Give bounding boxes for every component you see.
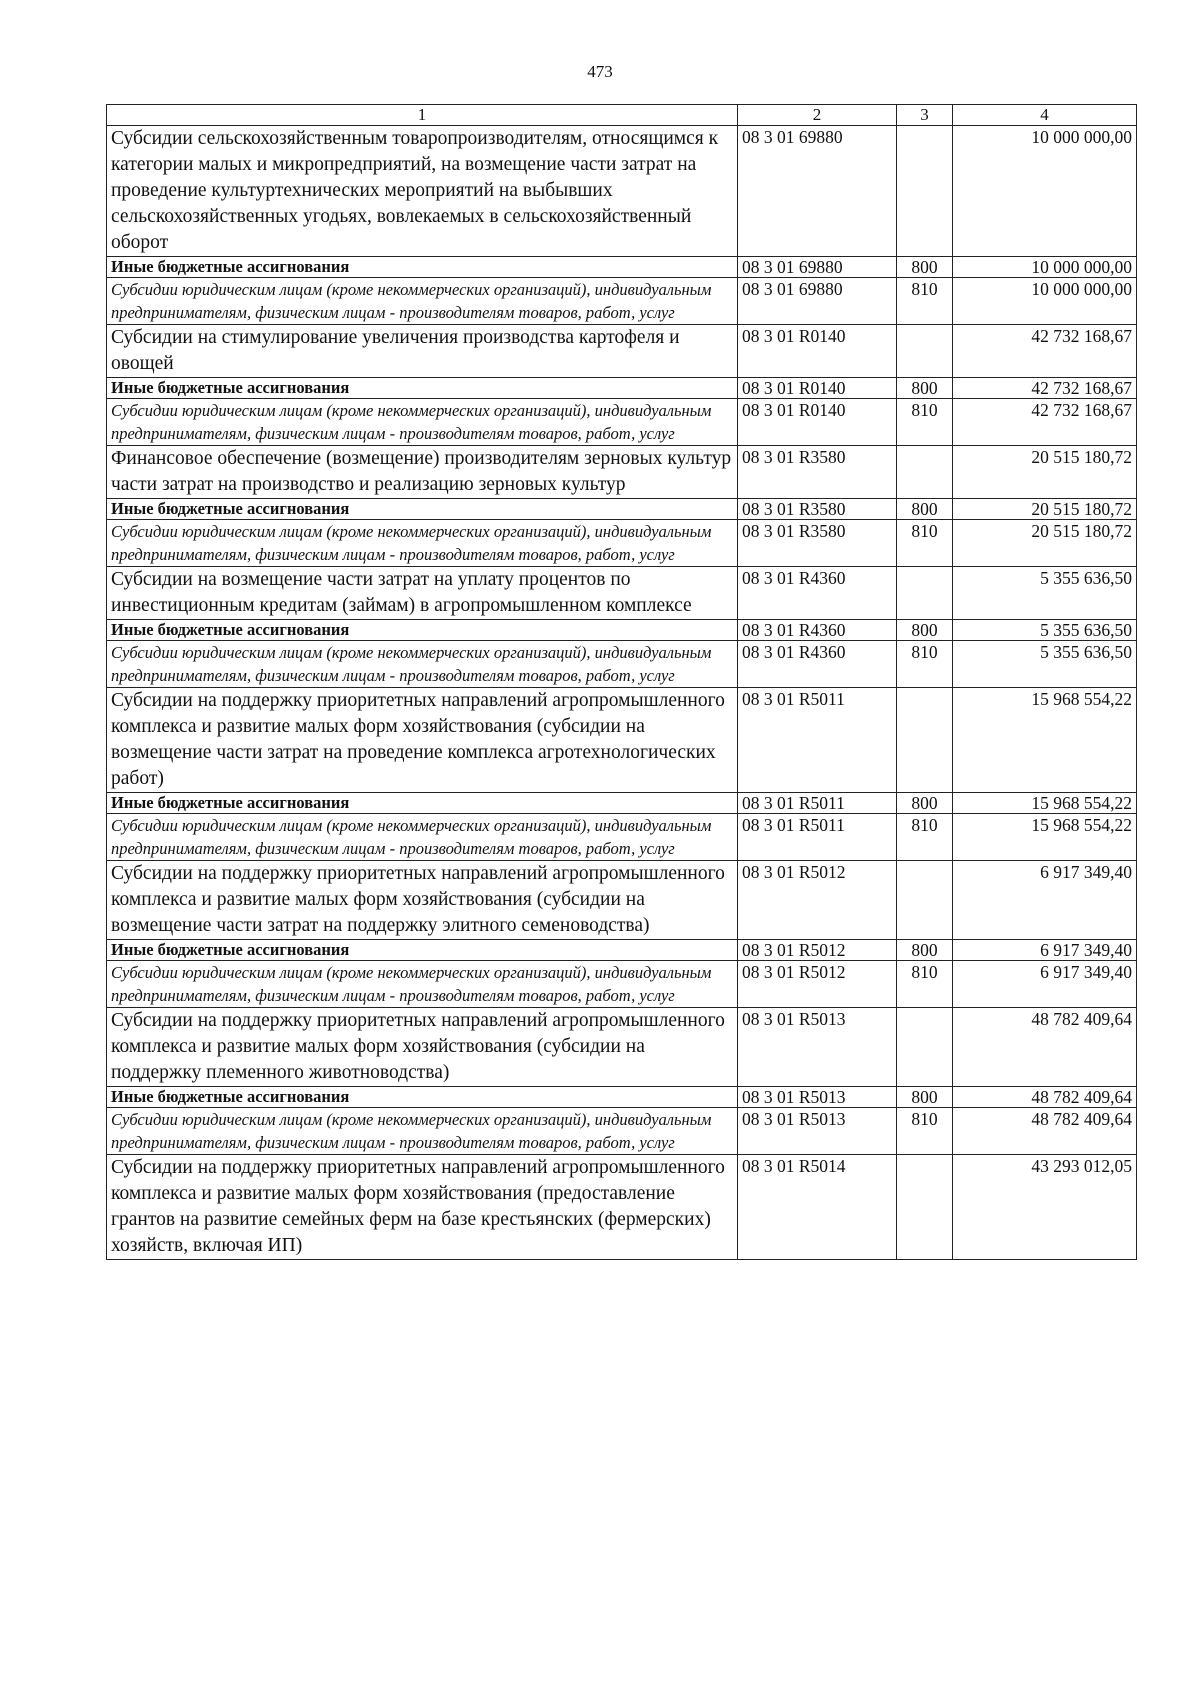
table-header-row [107, 105, 1137, 126]
table-row [107, 641, 1137, 688]
table-row [107, 814, 1137, 861]
row-name-cell: Субсидии юридическим лицам (кроме некоммерческих организаций), индивидуальным предпринимателям, физическим лицам - производителям товаров, работ, услуг [107, 641, 738, 688]
row-code-cell: 08 3 01 69880 [738, 257, 897, 278]
row-code-cell: 08 3 01 R5011 [738, 814, 897, 861]
table-row [107, 126, 1137, 257]
row-amount-cell: 6 917 349,40 [953, 861, 1137, 940]
row-amount-cell: 43 293 012,05 [953, 1155, 1137, 1260]
row-kind-cell [897, 567, 953, 620]
row-kind-cell [897, 1155, 953, 1260]
row-amount-cell: 10 000 000,00 [953, 126, 1137, 257]
row-amount-cell: 42 732 168,67 [953, 325, 1137, 378]
row-name-cell: Субсидии юридическим лицам (кроме некоммерческих организаций), индивидуальным предпринимателям, физическим лицам - производителям товаров, работ, услуг [107, 520, 738, 567]
budget-table [106, 104, 1137, 1260]
row-kind-cell: 800 [897, 1087, 953, 1108]
row-name-cell: Субсидии на поддержку приоритетных направлений агропромышленного комплекса и развитие малых форм хозяйствования (субсидии на поддержку племенного животноводства) [107, 1008, 738, 1087]
page-number: 473 [587, 62, 613, 81]
row-name-cell: Иные бюджетные ассигнования [107, 940, 738, 961]
header-col-2: 2 [738, 105, 897, 126]
table-row [107, 399, 1137, 446]
row-amount-cell: 6 917 349,40 [953, 961, 1137, 1008]
row-name-cell: Иные бюджетные ассигнования [107, 1087, 738, 1108]
row-amount-cell: 48 782 409,64 [953, 1087, 1137, 1108]
row-kind-cell: 800 [897, 940, 953, 961]
row-kind-cell: 800 [897, 378, 953, 399]
table-row [107, 520, 1137, 567]
row-amount-cell: 48 782 409,64 [953, 1108, 1137, 1155]
row-kind-cell [897, 325, 953, 378]
row-kind-cell: 800 [897, 257, 953, 278]
table-row [107, 1155, 1137, 1260]
row-kind-cell: 810 [897, 814, 953, 861]
row-kind-cell [897, 688, 953, 793]
row-amount-cell: 5 355 636,50 [953, 567, 1137, 620]
row-code-cell: 08 3 01 R5013 [738, 1087, 897, 1108]
row-code-cell: 08 3 01 R5012 [738, 940, 897, 961]
table-row [107, 1108, 1137, 1155]
row-name-cell: Иные бюджетные ассигнования [107, 378, 738, 399]
table-row [107, 378, 1137, 399]
row-kind-cell: 810 [897, 520, 953, 567]
row-name-cell: Субсидии на стимулирование увеличения производства картофеля и овощей [107, 325, 738, 378]
table-row [107, 1087, 1137, 1108]
row-kind-cell: 810 [897, 641, 953, 688]
row-amount-cell: 15 968 554,22 [953, 793, 1137, 814]
row-code-cell: 08 3 01 R5011 [738, 793, 897, 814]
row-code-cell: 08 3 01 R5011 [738, 688, 897, 793]
row-kind-cell [897, 446, 953, 499]
row-code-cell: 08 3 01 R4360 [738, 567, 897, 620]
row-amount-cell: 10 000 000,00 [953, 278, 1137, 325]
row-code-cell: 08 3 01 R0140 [738, 325, 897, 378]
table-row [107, 688, 1137, 793]
row-name-cell: Иные бюджетные ассигнования [107, 793, 738, 814]
row-name-cell: Финансовое обеспечение (возмещение) производителям зерновых культур части затрат на производство и реализацию зерновых культур [107, 446, 738, 499]
row-amount-cell: 6 917 349,40 [953, 940, 1137, 961]
table-row [107, 278, 1137, 325]
row-code-cell: 08 3 01 R0140 [738, 399, 897, 446]
row-kind-cell: 800 [897, 620, 953, 641]
row-amount-cell: 20 515 180,72 [953, 446, 1137, 499]
table-row [107, 499, 1137, 520]
table-row [107, 446, 1137, 499]
row-name-cell: Субсидии на возмещение части затрат на уплату процентов по инвестиционным кредитам (займам) в агропромышленном комплексе [107, 567, 738, 620]
row-code-cell: 08 3 01 R0140 [738, 378, 897, 399]
table-row [107, 961, 1137, 1008]
row-amount-cell: 20 515 180,72 [953, 520, 1137, 567]
row-code-cell: 08 3 01 R3580 [738, 499, 897, 520]
row-code-cell: 08 3 01 R3580 [738, 446, 897, 499]
row-amount-cell: 5 355 636,50 [953, 641, 1137, 688]
table-row [107, 940, 1137, 961]
row-code-cell: 08 3 01 R5013 [738, 1008, 897, 1087]
row-amount-cell: 42 732 168,67 [953, 378, 1137, 399]
row-name-cell: Субсидии юридическим лицам (кроме некоммерческих организаций), индивидуальным предпринимателям, физическим лицам - производителям товаров, работ, услуг [107, 278, 738, 325]
header-col-4: 4 [953, 105, 1137, 126]
row-amount-cell: 15 968 554,22 [953, 814, 1137, 861]
row-kind-cell: 810 [897, 278, 953, 325]
row-code-cell: 08 3 01 69880 [738, 278, 897, 325]
row-name-cell: Иные бюджетные ассигнования [107, 620, 738, 641]
row-code-cell: 08 3 01 R5014 [738, 1155, 897, 1260]
table-row [107, 793, 1137, 814]
row-amount-cell: 10 000 000,00 [953, 257, 1137, 278]
row-name-cell: Субсидии на поддержку приоритетных направлений агропромышленного комплекса и развитие малых форм хозяйствования (субсидии на возмещение части затрат на поддержку элитного семеноводства) [107, 861, 738, 940]
header-col-1: 1 [107, 105, 738, 126]
row-amount-cell: 42 732 168,67 [953, 399, 1137, 446]
row-kind-cell: 810 [897, 961, 953, 1008]
row-kind-cell [897, 861, 953, 940]
row-name-cell: Субсидии сельскохозяйственным товаропроизводителям, относящимся к категории малых и микропредприятий, на возмещение части затрат на проведение культуртехнических мероприятий на выбывших сельскохозяйственных угодьях, вовлекаемых в сельскохозяйственный оборот [107, 126, 738, 257]
row-amount-cell: 5 355 636,50 [953, 620, 1137, 641]
row-name-cell: Субсидии на поддержку приоритетных направлений агропромышленного комплекса и развитие малых форм хозяйствования (предоставление грантов на развитие семейных ферм на базе крестьянских (фермерских) хозяйств, включая ИП) [107, 1155, 738, 1260]
row-code-cell: 08 3 01 R5012 [738, 861, 897, 940]
table-body [107, 126, 1137, 1260]
row-kind-cell [897, 1008, 953, 1087]
row-code-cell: 08 3 01 R3580 [738, 520, 897, 567]
row-kind-cell: 800 [897, 499, 953, 520]
table-row [107, 1008, 1137, 1087]
row-name-cell: Субсидии юридическим лицам (кроме некоммерческих организаций), индивидуальным предпринимателям, физическим лицам - производителям товаров, работ, услуг [107, 961, 738, 1008]
header-col-3: 3 [897, 105, 953, 126]
table-row [107, 257, 1137, 278]
row-amount-cell: 20 515 180,72 [953, 499, 1137, 520]
row-name-cell: Субсидии юридическим лицам (кроме некоммерческих организаций), индивидуальным предпринимателям, физическим лицам - производителям товаров, работ, услуг [107, 399, 738, 446]
row-kind-cell: 810 [897, 399, 953, 446]
table-row [107, 861, 1137, 940]
row-amount-cell: 48 782 409,64 [953, 1008, 1137, 1087]
row-kind-cell [897, 126, 953, 257]
row-name-cell: Субсидии юридическим лицам (кроме некоммерческих организаций), индивидуальным предпринимателям, физическим лицам - производителям товаров, работ, услуг [107, 814, 738, 861]
row-name-cell: Иные бюджетные ассигнования [107, 257, 738, 278]
row-name-cell: Иные бюджетные ассигнования [107, 499, 738, 520]
table-row [107, 325, 1137, 378]
row-kind-cell: 810 [897, 1108, 953, 1155]
table-row [107, 567, 1137, 620]
row-code-cell: 08 3 01 R4360 [738, 641, 897, 688]
row-code-cell: 08 3 01 R5012 [738, 961, 897, 1008]
row-kind-cell: 800 [897, 793, 953, 814]
row-code-cell: 08 3 01 R4360 [738, 620, 897, 641]
row-amount-cell: 15 968 554,22 [953, 688, 1137, 793]
row-name-cell: Субсидии на поддержку приоритетных направлений агропромышленного комплекса и развитие малых форм хозяйствования (субсидии на возмещение части затрат на проведение комплекса агротехнологических работ) [107, 688, 738, 793]
row-code-cell: 08 3 01 R5013 [738, 1108, 897, 1155]
row-code-cell: 08 3 01 69880 [738, 126, 897, 257]
row-name-cell: Субсидии юридическим лицам (кроме некоммерческих организаций), индивидуальным предпринимателям, физическим лицам - производителям товаров, работ, услуг [107, 1108, 738, 1155]
table-row [107, 620, 1137, 641]
